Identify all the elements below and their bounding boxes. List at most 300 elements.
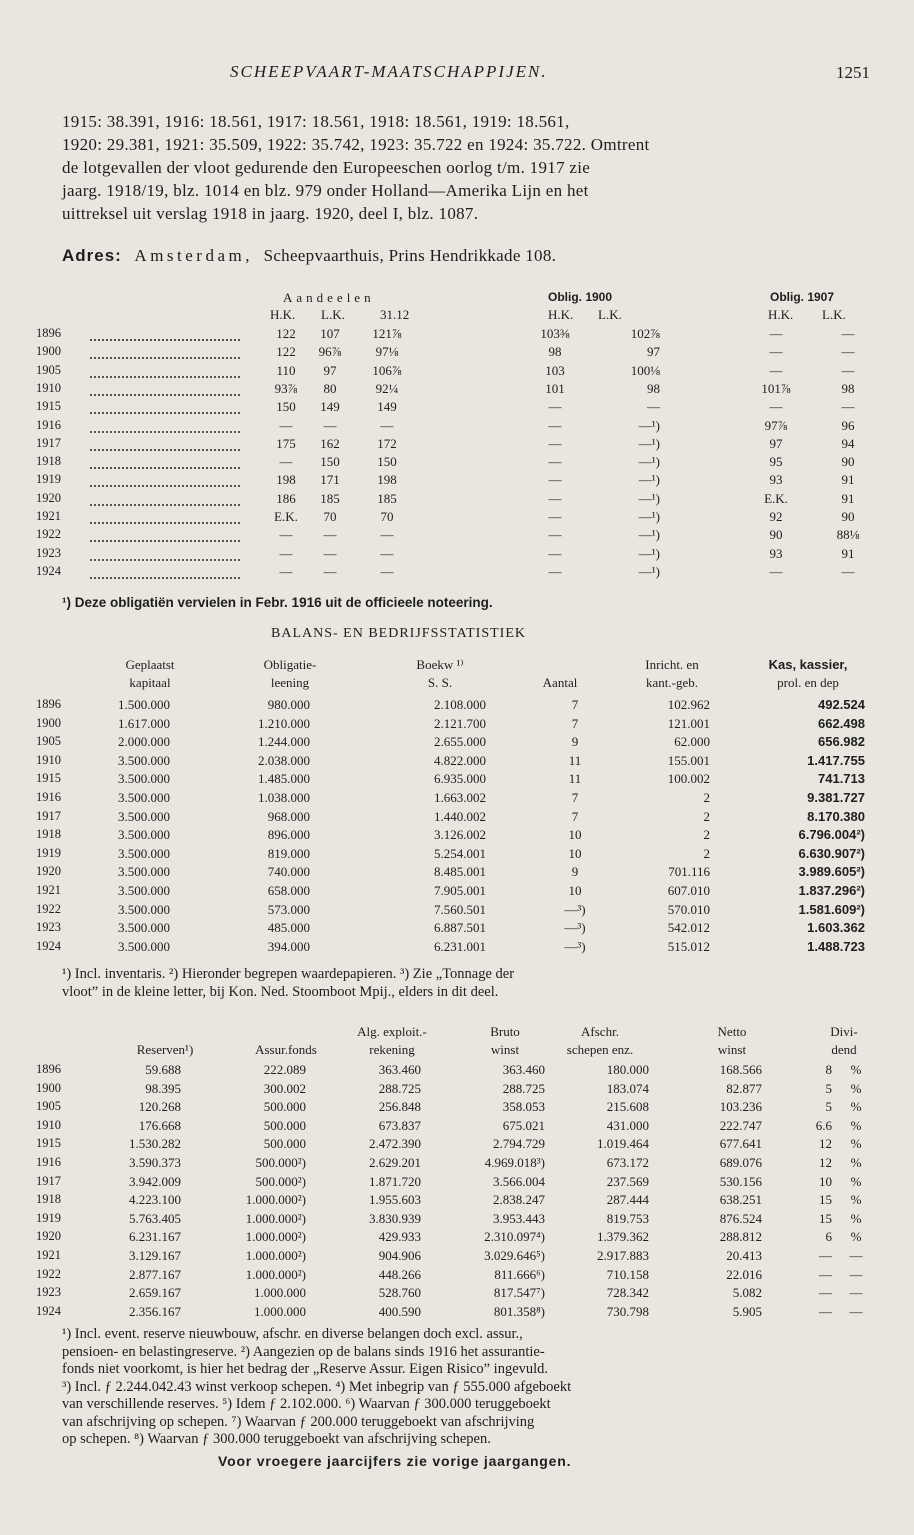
t3-cell: 500.000 — [263, 1117, 306, 1133]
t2-cell: 662.498 — [818, 715, 865, 731]
t2-year: 1919 — [36, 845, 61, 860]
t3-cell: 689.076 — [719, 1155, 762, 1170]
t1-cell: 185 — [377, 490, 397, 506]
t1-cell: 100⅛ — [630, 362, 660, 378]
t2-cell: 3.126.002 — [434, 827, 486, 843]
t2-cell: 155.001 — [667, 752, 710, 768]
t2-cell: 7 — [571, 697, 579, 712]
t3-year: 1910 — [36, 1117, 61, 1132]
t1-cell: —¹) — [638, 472, 660, 488]
t1-year: 1916 — [36, 417, 61, 432]
t1-cell: 93 — [769, 545, 783, 561]
t2-cell: 485.000 — [267, 920, 310, 936]
t1-leader-dots — [90, 357, 240, 359]
t1-cell: 122 — [276, 326, 296, 341]
t1-leader-dots — [90, 376, 240, 378]
t3-year: 1922 — [36, 1266, 61, 1281]
t3-year: 1896 — [36, 1062, 61, 1076]
t1-cell: 91 — [841, 490, 855, 506]
t2-cell: 6.630.907²) — [798, 845, 865, 861]
t3-cell: 3.590.373 — [129, 1155, 181, 1170]
t3-cell: 3.942.009 — [129, 1173, 181, 1189]
t3-cell: 4.969.018³) — [484, 1155, 545, 1170]
t1-leader-dots — [90, 394, 240, 396]
t1-cell: 198 — [377, 472, 397, 488]
t3-cell: 300.002 — [263, 1080, 306, 1096]
t2-cell: 9 — [571, 734, 579, 750]
t3-cell: 400.590 — [378, 1303, 421, 1319]
t3-cell: 431.000 — [606, 1117, 649, 1133]
t3-year: 1900 — [36, 1080, 61, 1095]
t1-cell: 185 — [320, 490, 340, 506]
t3-cell: 183.074 — [606, 1080, 649, 1096]
t1-header-aandeelen: Aandeelen — [283, 290, 375, 305]
t1-cell: 101⅞ — [761, 380, 791, 396]
t1-cell: — — [841, 399, 855, 415]
t3-footnote-line: fonds niet voorkomt, is hier het bedrag der „Reserve Assur. Eigen Risico” ingevuld. — [62, 1361, 549, 1377]
t1-cell: — — [769, 344, 783, 360]
t1-subheader: H.K. — [768, 307, 794, 322]
t3-cell: 429.933 — [378, 1229, 421, 1245]
t2-year: 1900 — [36, 715, 61, 730]
t3-cell: 876.524 — [719, 1210, 762, 1226]
t3-footnote-line: ³) Incl. ƒ 2.244.042.43 winst verkoop schepen. ⁴) Met inbegrip van ƒ 555.000 afgeboekt — [62, 1378, 572, 1395]
t3-year: 1923 — [36, 1285, 61, 1300]
t1-cell: 98 — [647, 380, 660, 396]
t3-cell: 12 — [819, 1155, 832, 1170]
t2-title: BALANS- EN BEDRIJFSSTATISTIEK — [271, 626, 527, 641]
t2-header: kant.-geb. — [646, 675, 698, 690]
t3-cell: 3.129.167 — [129, 1248, 181, 1263]
t3-header: Assur.fonds — [255, 1042, 317, 1057]
t3-cell: 1.019.464 — [597, 1136, 649, 1152]
t3-cell: 287.444 — [606, 1192, 649, 1208]
t1-year: 1920 — [36, 490, 61, 505]
t2-cell: 980.000 — [267, 697, 310, 712]
t1-cell: 70 — [380, 509, 394, 524]
t3-cell: 3.029.646⁵) — [484, 1248, 545, 1263]
t2-cell: 6.935.000 — [434, 771, 486, 787]
t1-cell: —¹) — [638, 454, 660, 470]
t3-cell: 500.000²) — [255, 1173, 306, 1189]
t3-cell: 673.837 — [378, 1117, 421, 1133]
intro-line: uittreksel uit verslag 1918 in jaarg. 1920, deel I, blz. 1087. — [62, 204, 479, 223]
t1-cell: 107 — [320, 326, 340, 341]
t2-cell: 492.524 — [818, 697, 865, 712]
t1-cell: —¹) — [638, 435, 660, 451]
t3-cell: — — [819, 1248, 832, 1263]
address-line — [62, 246, 556, 266]
t2-cell: 11 — [568, 752, 582, 768]
t1-cell: 93⅞ — [274, 380, 298, 396]
t1-cell: — — [548, 454, 562, 470]
t3-header: winst — [717, 1042, 747, 1057]
t2-cell: 607.010 — [667, 883, 710, 898]
t2-cell: 6.231.001 — [434, 938, 486, 954]
t2-cell: 1.663.002 — [434, 790, 486, 805]
t2-cell: 1.244.000 — [258, 734, 310, 750]
t3-cell: 638.251 — [719, 1192, 762, 1208]
t3-cell: 904.906 — [378, 1248, 421, 1263]
t1-year: 1919 — [36, 472, 61, 487]
t2-header: prol. en dep — [777, 675, 839, 690]
t1-cell: — — [548, 472, 562, 488]
t3-cell: 180.000 — [606, 1062, 649, 1077]
t3-header: winst — [490, 1042, 520, 1057]
t1-cell: — — [548, 490, 562, 506]
t2-cell: —³) — [564, 920, 586, 936]
t1-cell: — — [279, 545, 293, 561]
t2-cell: 3.989.605²) — [798, 864, 865, 880]
t1-cell: 98 — [841, 380, 855, 396]
t1-cell: — — [841, 326, 855, 341]
t2-cell: 2 — [703, 808, 710, 824]
t1-leader-dots — [90, 504, 240, 506]
t2-cell: 542.012 — [667, 920, 710, 936]
t1-cell: 95 — [769, 454, 783, 470]
t2-cell: 11 — [568, 771, 582, 787]
t2-header: Boekw ¹⁾ — [416, 657, 464, 672]
t3-cell: 5.082 — [732, 1285, 762, 1301]
t1-cell: 172 — [377, 435, 397, 451]
t3-cell: 1.000.000²) — [245, 1229, 306, 1245]
t3-cell: % — [850, 1117, 862, 1133]
t1-cell: 90 — [841, 454, 855, 470]
t2-cell: 6.887.501 — [434, 920, 486, 936]
t2-cell: 3.500.000 — [118, 938, 170, 954]
t2-cell: 7 — [571, 808, 579, 824]
t2-cell: 1.038.000 — [258, 790, 310, 805]
t1-cell: 96 — [841, 417, 855, 433]
t2-cell: 9 — [571, 864, 579, 880]
t3-cell: 10 — [819, 1173, 832, 1189]
t3-year: 1915 — [36, 1136, 61, 1151]
t1-cell: — — [769, 563, 783, 579]
t1-cell: — — [279, 417, 293, 433]
t2-header: leening — [270, 675, 310, 690]
t2-cell: 1.617.000 — [118, 715, 170, 731]
t1-cell: —¹) — [638, 490, 660, 506]
t1-cell: 94 — [841, 435, 855, 451]
t2-year: 1896 — [36, 697, 61, 711]
t2-cell: 2.121.700 — [434, 715, 486, 731]
t2-year: 1917 — [36, 808, 61, 823]
t1-cell: — — [380, 527, 394, 543]
t2-cell: 896.000 — [267, 827, 310, 843]
address-label: Adres: — [62, 246, 122, 265]
t1-year: 1922 — [36, 527, 61, 542]
t3-cell: 2.659.167 — [129, 1285, 181, 1301]
t1-cell: — — [841, 563, 855, 579]
t3-cell: 256.848 — [378, 1099, 421, 1115]
t2-year: 1920 — [36, 864, 61, 879]
t3-cell: 448.266 — [378, 1266, 421, 1282]
t1-cell: 102⅞ — [630, 326, 660, 341]
t3-cell: 500.000 — [263, 1136, 306, 1152]
t1-year: 1915 — [36, 399, 61, 414]
t2-header: kapitaal — [129, 675, 171, 690]
t1-cell: — — [548, 545, 562, 561]
t1-cell: —¹) — [638, 417, 660, 433]
t1-cell: — — [548, 399, 562, 415]
t1-cell: — — [279, 527, 293, 543]
t3-cell: 1.000.000²) — [245, 1210, 306, 1226]
t3-header: Alg. exploit.- — [357, 1024, 427, 1039]
t2-cell: 3.500.000 — [118, 808, 170, 824]
t1-leader-dots — [90, 485, 240, 487]
intro-line: de lotgevallen der vloot gedurende den Europeeschen oorlog t/m. 1917 zie — [62, 158, 591, 177]
t2-cell: 3.500.000 — [118, 920, 170, 936]
t2-cell: 515.012 — [667, 938, 710, 954]
t1-leader-dots — [90, 577, 240, 579]
t1-cell: 171 — [320, 472, 340, 488]
t1-cell: 97⅛ — [375, 344, 399, 360]
t1-cell: — — [647, 399, 660, 415]
t3-header: Divi- — [830, 1024, 858, 1039]
t3-cell: % — [850, 1192, 862, 1208]
t2-cell: 3.500.000 — [118, 901, 170, 917]
t3-cell: 363.460 — [502, 1062, 545, 1077]
t3-cell: 710.158 — [606, 1266, 649, 1282]
t3-cell: % — [850, 1062, 862, 1077]
t1-cell: 80 — [323, 380, 337, 396]
t2-cell: 2 — [703, 790, 710, 805]
t3-cell: % — [850, 1229, 862, 1245]
t1-cell: 98 — [548, 344, 562, 360]
t3-cell: 2.917.883 — [597, 1248, 649, 1263]
t3-cell: 1.000.000 — [254, 1303, 306, 1319]
t3-cell: 2.356.167 — [129, 1303, 181, 1319]
t2-year: 1923 — [36, 920, 61, 935]
t1-cell: 91 — [841, 545, 855, 561]
t1-year: 1921 — [36, 509, 61, 523]
t2-cell: 740.000 — [267, 864, 310, 880]
t2-cell: 5.254.001 — [434, 845, 486, 861]
t1-subheader: L.K. — [598, 307, 622, 322]
t2-year: 1915 — [36, 771, 61, 786]
t2-cell: 10 — [568, 883, 582, 898]
t1-year: 1910 — [36, 380, 61, 395]
t3-cell: 222.747 — [719, 1117, 762, 1133]
t1-cell: — — [323, 527, 337, 543]
t2-year: 1922 — [36, 901, 61, 916]
t3-cell: 22.016 — [726, 1266, 762, 1282]
t1-cell: 97 — [647, 344, 660, 360]
t3-cell: 358.053 — [502, 1099, 545, 1115]
address-city: Amsterdam, — [134, 246, 253, 265]
t3-cell: 15 — [819, 1192, 832, 1208]
t3-cell: 1.871.720 — [369, 1173, 421, 1189]
t3-year: 1917 — [36, 1173, 61, 1188]
t1-year: 1924 — [36, 563, 61, 578]
t2-cell: 570.010 — [667, 901, 710, 917]
t1-subheader: 31.12 — [380, 307, 410, 322]
address-rest: Scheepvaarthuis, Prins Hendrikkade 108. — [263, 246, 557, 265]
t3-cell: 1.955.603 — [369, 1192, 421, 1208]
t2-cell: —³) — [564, 938, 586, 954]
t1-cell: — — [548, 509, 562, 524]
t1-cell: — — [841, 362, 855, 378]
t1-leader-dots — [90, 522, 240, 524]
t3-footnote-line: pensioen- en belastingreserve. ²) Aangezien op de balans sinds 1916 het assurantie- — [62, 1343, 545, 1360]
t2-cell: 1.417.755 — [807, 752, 865, 768]
t3-cell: 1.530.282 — [129, 1136, 181, 1152]
t2-cell: 741.713 — [818, 771, 865, 787]
t2-cell: 2.038.000 — [258, 752, 310, 768]
t3-cell: % — [850, 1136, 862, 1152]
t3-cell: 1.000.000²) — [245, 1248, 306, 1263]
t3-cell: — — [849, 1266, 863, 1282]
t1-footnote — [62, 595, 493, 612]
t1-year: 1896 — [36, 326, 61, 340]
t1-leader-dots — [90, 559, 240, 561]
t3-cell: — — [819, 1266, 832, 1282]
t2-cell: 7.560.501 — [434, 901, 486, 917]
t2-cell: 1.485.000 — [258, 771, 310, 787]
t3-cell: 2.472.390 — [369, 1136, 421, 1152]
t3-cell: % — [850, 1210, 862, 1226]
t2-year: 1905 — [36, 734, 61, 749]
t2-cell: 2.655.000 — [434, 734, 486, 750]
closing-note: Voor vroegere jaarcijfers zie vorige jaargangen. — [218, 1453, 572, 1469]
t1-cell: 97⅞ — [764, 417, 788, 433]
t1-cell: 92 — [769, 509, 783, 524]
t1-cell: 92¼ — [375, 380, 399, 396]
t3-cell: — — [849, 1303, 863, 1319]
t1-subheader: H.K. — [548, 307, 574, 322]
t2-cell: 2.000.000 — [118, 734, 170, 750]
t1-cell: 90 — [769, 527, 783, 543]
t1-cell: — — [279, 563, 293, 579]
t3-year: 1921 — [36, 1248, 61, 1262]
t2-cell: 100.002 — [667, 771, 710, 787]
t2-year: 1916 — [36, 790, 61, 804]
t3-header: Afschr. — [581, 1024, 619, 1039]
t2-cell: 1.210.000 — [258, 715, 310, 731]
t3-year: 1916 — [36, 1155, 61, 1169]
t1-header-oblig1907: Oblig. 1907 — [770, 290, 835, 304]
t1-year: 1900 — [36, 344, 61, 359]
t2-cell: 3.500.000 — [118, 752, 170, 768]
t3-cell: 673.172 — [606, 1155, 649, 1170]
t1-cell: 106⅞ — [372, 362, 402, 378]
t3-year: 1919 — [36, 1210, 61, 1225]
t3-footnote-line: van verschillende reserves. ⁵) Idem ƒ 2.102.000. ⁶) Waarvan ƒ 300.000 teruggeboekt — [62, 1396, 551, 1412]
t3-cell: 12 — [819, 1136, 832, 1152]
t3-cell: 5.763.405 — [129, 1210, 181, 1226]
t1-cell: 97 — [323, 362, 337, 378]
t3-cell: 176.668 — [138, 1117, 181, 1133]
t1-subheader: L.K. — [822, 307, 846, 322]
intro-line: 1915: 38.391, 1916: 18.561, 1917: 18.561, 1918: 18.561, 1919: 18.561, — [62, 112, 570, 131]
t3-cell: — — [849, 1248, 863, 1263]
t1-leader-dots — [90, 431, 240, 433]
t3-cell: 2.629.201 — [369, 1155, 421, 1170]
t2-cell: 1.837.296²) — [798, 883, 865, 898]
t3-cell: % — [850, 1099, 862, 1115]
t1-cell: 88⅛ — [836, 527, 860, 543]
t3-cell: 5 — [825, 1099, 832, 1115]
t3-cell: 2.877.167 — [129, 1266, 181, 1282]
t2-cell: 3.500.000 — [118, 845, 170, 861]
t3-footnote-line: op schepen. ⁸) Waarvan ƒ 300.000 teruggeboekt van afschrijving schepen. — [62, 1431, 491, 1447]
t3-cell: 215.608 — [606, 1099, 649, 1115]
t1-cell: — — [769, 362, 783, 378]
t2-cell: 6.796.004²) — [798, 827, 865, 843]
t1-cell: 175 — [276, 435, 296, 451]
t2-year: 1910 — [36, 752, 61, 767]
t3-cell: — — [819, 1285, 832, 1301]
t2-cell: 8.485.001 — [434, 864, 486, 880]
t3-cell: 82.877 — [726, 1080, 762, 1096]
t2-cell: 394.000 — [267, 938, 310, 954]
t3-footnote-line: ¹) Incl. event. reserve nieuwbouw, afschr. en diverse belangen doch excl. assur., — [62, 1326, 523, 1342]
t2-cell: 573.000 — [267, 901, 310, 917]
t2-cell: 3.500.000 — [118, 771, 170, 787]
t3-cell: 801.358⁸) — [493, 1303, 545, 1319]
t3-header: schepen enz. — [566, 1042, 634, 1057]
t1-cell: — — [769, 326, 783, 341]
t2-year: 1921 — [36, 883, 61, 897]
t1-year: 1918 — [36, 454, 61, 469]
t3-cell: 288.812 — [719, 1229, 762, 1245]
t2-cell: 7.905.001 — [434, 883, 486, 898]
t1-cell: — — [841, 344, 855, 360]
t2-header: Obligatie- — [263, 657, 317, 672]
t2-footnote-line: ¹) Incl. inventaris. ²) Hieronder begrepen waardepapieren. ³) Zie „Tonnage der — [62, 966, 515, 982]
t1-footnote-text: ¹) Deze obligatiën vervielen in Febr. 1916 uit de officieele noteering. — [62, 595, 493, 610]
t2-cell: 1.488.723 — [807, 938, 865, 954]
t3-cell: 817.547⁷) — [493, 1285, 545, 1301]
t3-year: 1905 — [36, 1099, 61, 1114]
t3-cell: 3.830.939 — [369, 1210, 421, 1226]
t2-cell: 3.500.000 — [118, 883, 170, 898]
t2-cell: 656.982 — [818, 734, 865, 750]
t2-cell: 658.000 — [267, 883, 310, 898]
t2-header: S. S. — [427, 675, 453, 690]
t3-header: Bruto — [490, 1024, 520, 1039]
t3-cell: 168.566 — [719, 1062, 762, 1077]
t1-subheader: L.K. — [321, 307, 345, 322]
t3-cell: 363.460 — [378, 1062, 421, 1077]
t3-cell: 5.905 — [732, 1303, 762, 1319]
t1-cell: 91 — [841, 472, 855, 488]
t1-cell: —¹) — [638, 527, 660, 543]
t3-header: Reserven¹) — [136, 1042, 194, 1057]
t1-cell: — — [548, 417, 562, 433]
t3-cell: 5 — [825, 1080, 832, 1096]
t3-cell: 819.753 — [606, 1210, 649, 1226]
t2-cell: 701.116 — [668, 864, 710, 880]
t3-cell: 1.000.000²) — [245, 1192, 306, 1208]
t2-header: Kas, kassier, — [768, 657, 848, 672]
t1-leader-dots — [90, 412, 240, 414]
t2-cell: 4.822.000 — [434, 752, 486, 768]
t2-cell: 3.500.000 — [118, 790, 170, 805]
t3-header: rekening — [369, 1042, 415, 1057]
t3-cell: 1.379.362 — [597, 1229, 649, 1245]
t1-cell: 103⅜ — [540, 326, 570, 341]
t3-cell: 2.310.097⁴) — [484, 1229, 545, 1245]
t3-cell: 675.021 — [502, 1117, 545, 1133]
t1-cell: — — [548, 527, 562, 543]
t1-cell: E.K. — [764, 490, 788, 506]
t2-cell: 3.500.000 — [118, 827, 170, 843]
t1-cell: 103 — [545, 362, 565, 378]
t1-cell: —¹) — [638, 545, 660, 561]
t1-cell: 121⅞ — [372, 326, 402, 341]
t1-cell: E.K. — [274, 509, 298, 524]
